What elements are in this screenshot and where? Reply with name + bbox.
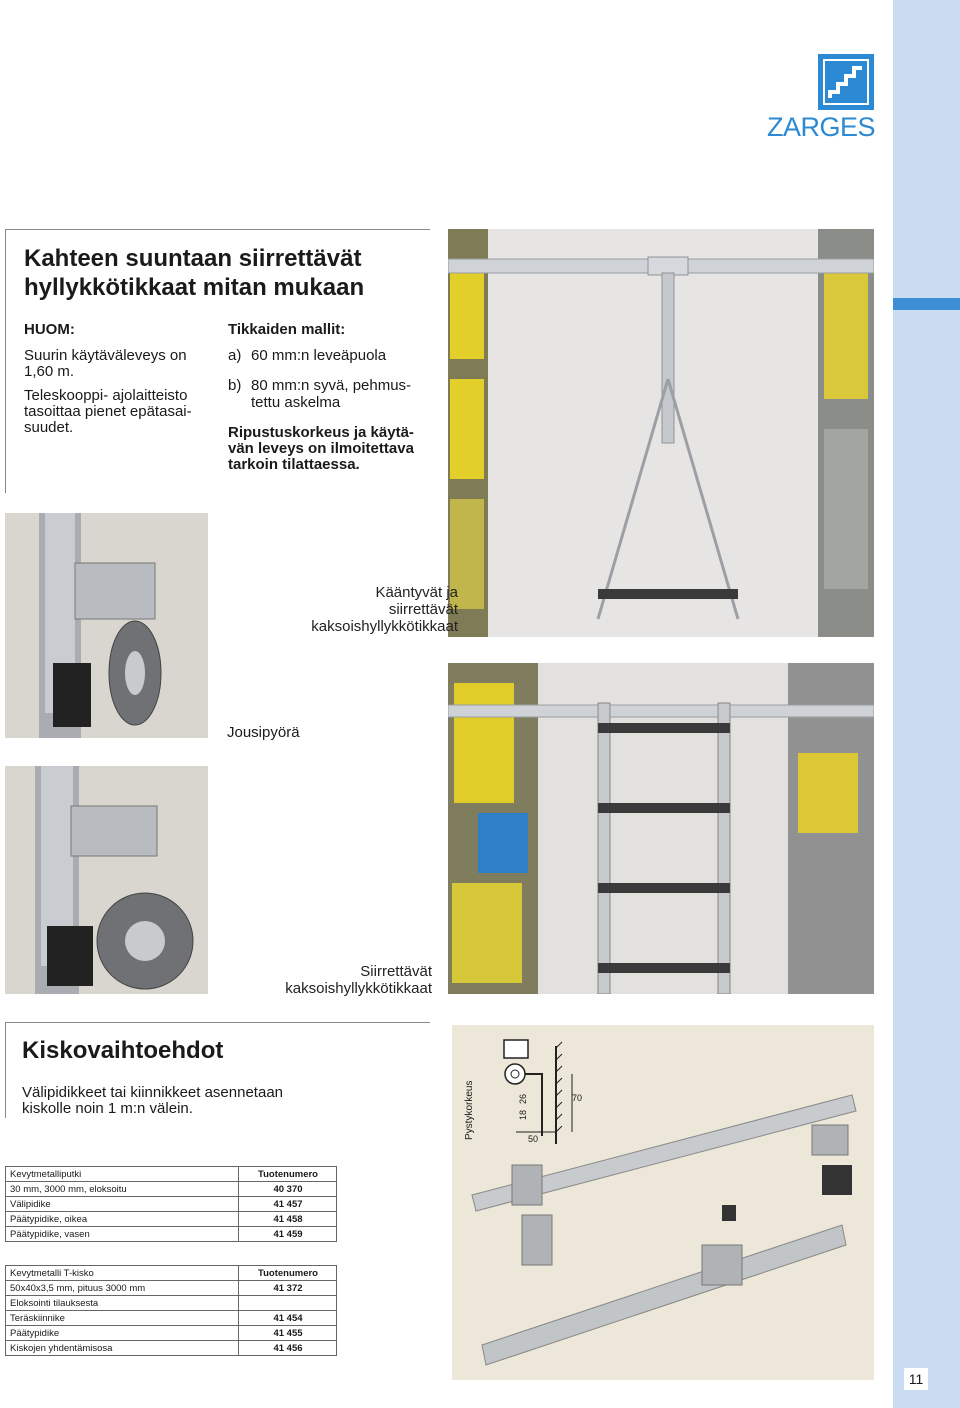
table-row [6, 1281, 337, 1296]
stairs-logo-icon [818, 54, 874, 110]
note-text [24, 348, 214, 436]
caption-line: siirrettävät [388, 601, 458, 618]
product-table-rail [5, 1265, 337, 1356]
dim-26: 26 [518, 1093, 528, 1104]
section1-title: Kahteen suuntaan siirrettävät hyllykkötikkaat mitan mukaan [24, 245, 365, 301]
turning-ladder-caption [230, 584, 458, 635]
table-cell: Kiskojen yhdentämisosa [6, 1341, 239, 1356]
table-row [6, 1212, 337, 1227]
product-table-tube [5, 1166, 337, 1242]
sidebar-accent-bar [893, 298, 960, 310]
wheel-photo-bottom [5, 766, 208, 994]
frame-left-2 [5, 1022, 6, 1118]
table-row [6, 1296, 337, 1311]
section2-text [22, 1085, 422, 1117]
caption-line: Kääntyvät ja [375, 584, 458, 601]
table-cell: Päätypidike [6, 1326, 239, 1341]
table-cell: 40 370 [239, 1182, 337, 1197]
model-b-line1: 80 mm:n syvä, pehmus- [251, 377, 412, 394]
models-label: Tikkaiden mallit: [228, 321, 346, 338]
table2-wrap [5, 1265, 337, 1356]
ladder-hanging-photo [448, 229, 874, 637]
table-cell: Välipidike [6, 1197, 239, 1212]
table-cell [239, 1296, 337, 1311]
text-line: Välipidikkeet tai kiinnikkeet asennetaan [22, 1084, 283, 1101]
ladder-sliding-photo [448, 663, 874, 994]
model-b-line2: tettu askelma [251, 394, 341, 411]
table1-wrap [5, 1166, 337, 1242]
frame-top-2 [5, 1022, 430, 1023]
dim-50: 50 [528, 1134, 539, 1144]
table-row [6, 1227, 337, 1242]
page-number: 11 [904, 1368, 928, 1390]
section2-title: Kiskovaihtoehdot [22, 1037, 224, 1064]
note-line: tasoittaa pienet epätasai- [24, 403, 192, 420]
caption-line: kaksoishyllykkötikkaat [285, 980, 432, 997]
rail-dimension-diagram [462, 1036, 592, 1148]
note-line: Suurin käytäväleveys on [24, 347, 187, 364]
page-sidebar [893, 0, 960, 1408]
notice-line: vän leveys on ilmoitettava [228, 440, 414, 457]
dim-18: 18 [518, 1109, 528, 1120]
caption-line: Siirrettävät [360, 963, 432, 980]
note-line: 1,60 m. [24, 363, 75, 380]
note-line: suudet. [24, 419, 74, 436]
notice-line: Ripustuskorkeus ja käytä- [228, 424, 414, 441]
wheel-photo-top [5, 513, 208, 738]
table-row [6, 1311, 337, 1326]
order-notice [228, 425, 438, 473]
table-cell: Teräskiinnike [6, 1311, 239, 1326]
note-line: Teleskooppi- ajolaitteisto [24, 387, 188, 404]
section1-title-wrap [24, 244, 424, 302]
caption-line: kaksoishyllykkötikkaat [311, 618, 458, 635]
model-a-key: a) [228, 347, 242, 364]
frame-top [5, 229, 430, 230]
table-cell: 41 458 [239, 1212, 337, 1227]
table-cell: 41 456 [239, 1341, 337, 1356]
table-cell: 41 457 [239, 1197, 337, 1212]
table-header-cell: Tuotenumero [239, 1266, 337, 1281]
model-b-key: b) [228, 377, 242, 394]
table-header-cell: Tuotenumero [239, 1167, 337, 1182]
spring-wheel-caption: Jousipyörä [227, 724, 300, 741]
table-cell: Päätypidike, vasen [6, 1227, 239, 1242]
table-row [6, 1197, 337, 1212]
table-cell: 41 459 [239, 1227, 337, 1242]
frame-left [5, 229, 6, 493]
table-row [6, 1326, 337, 1341]
sliding-ladder-caption [230, 963, 432, 997]
dim-70: 70 [572, 1093, 583, 1103]
vertical-height-label: Pystykorkeus [464, 1080, 475, 1140]
model-a: 60 mm:n leveäpuola [251, 347, 387, 364]
table-header-row [6, 1167, 337, 1182]
table-cell: 41 454 [239, 1311, 337, 1326]
table-cell: 30 mm, 3000 mm, eloksoitu [6, 1182, 239, 1197]
text-line: kiskolle noin 1 m:n välein. [22, 1100, 193, 1117]
table-header-row [6, 1266, 337, 1281]
notice-line: tarkoin tilattaessa. [228, 456, 360, 473]
table-cell: Päätypidike, oikea [6, 1212, 239, 1227]
table-cell: 41 455 [239, 1326, 337, 1341]
table-header-cell: Kevytmetalli T-kisko [6, 1266, 239, 1281]
table-header-cell: Kevytmetalliputki [6, 1167, 239, 1182]
brand-name: ZARGES [766, 112, 875, 142]
table-cell: Eloksointi tilauksesta [6, 1296, 239, 1311]
table-row [6, 1341, 337, 1356]
note-label: HUOM: [24, 321, 75, 338]
table-row [6, 1182, 337, 1197]
table-cell: 41 372 [239, 1281, 337, 1296]
table-cell: 50x40x3,5 mm, pituus 3000 mm [6, 1281, 239, 1296]
